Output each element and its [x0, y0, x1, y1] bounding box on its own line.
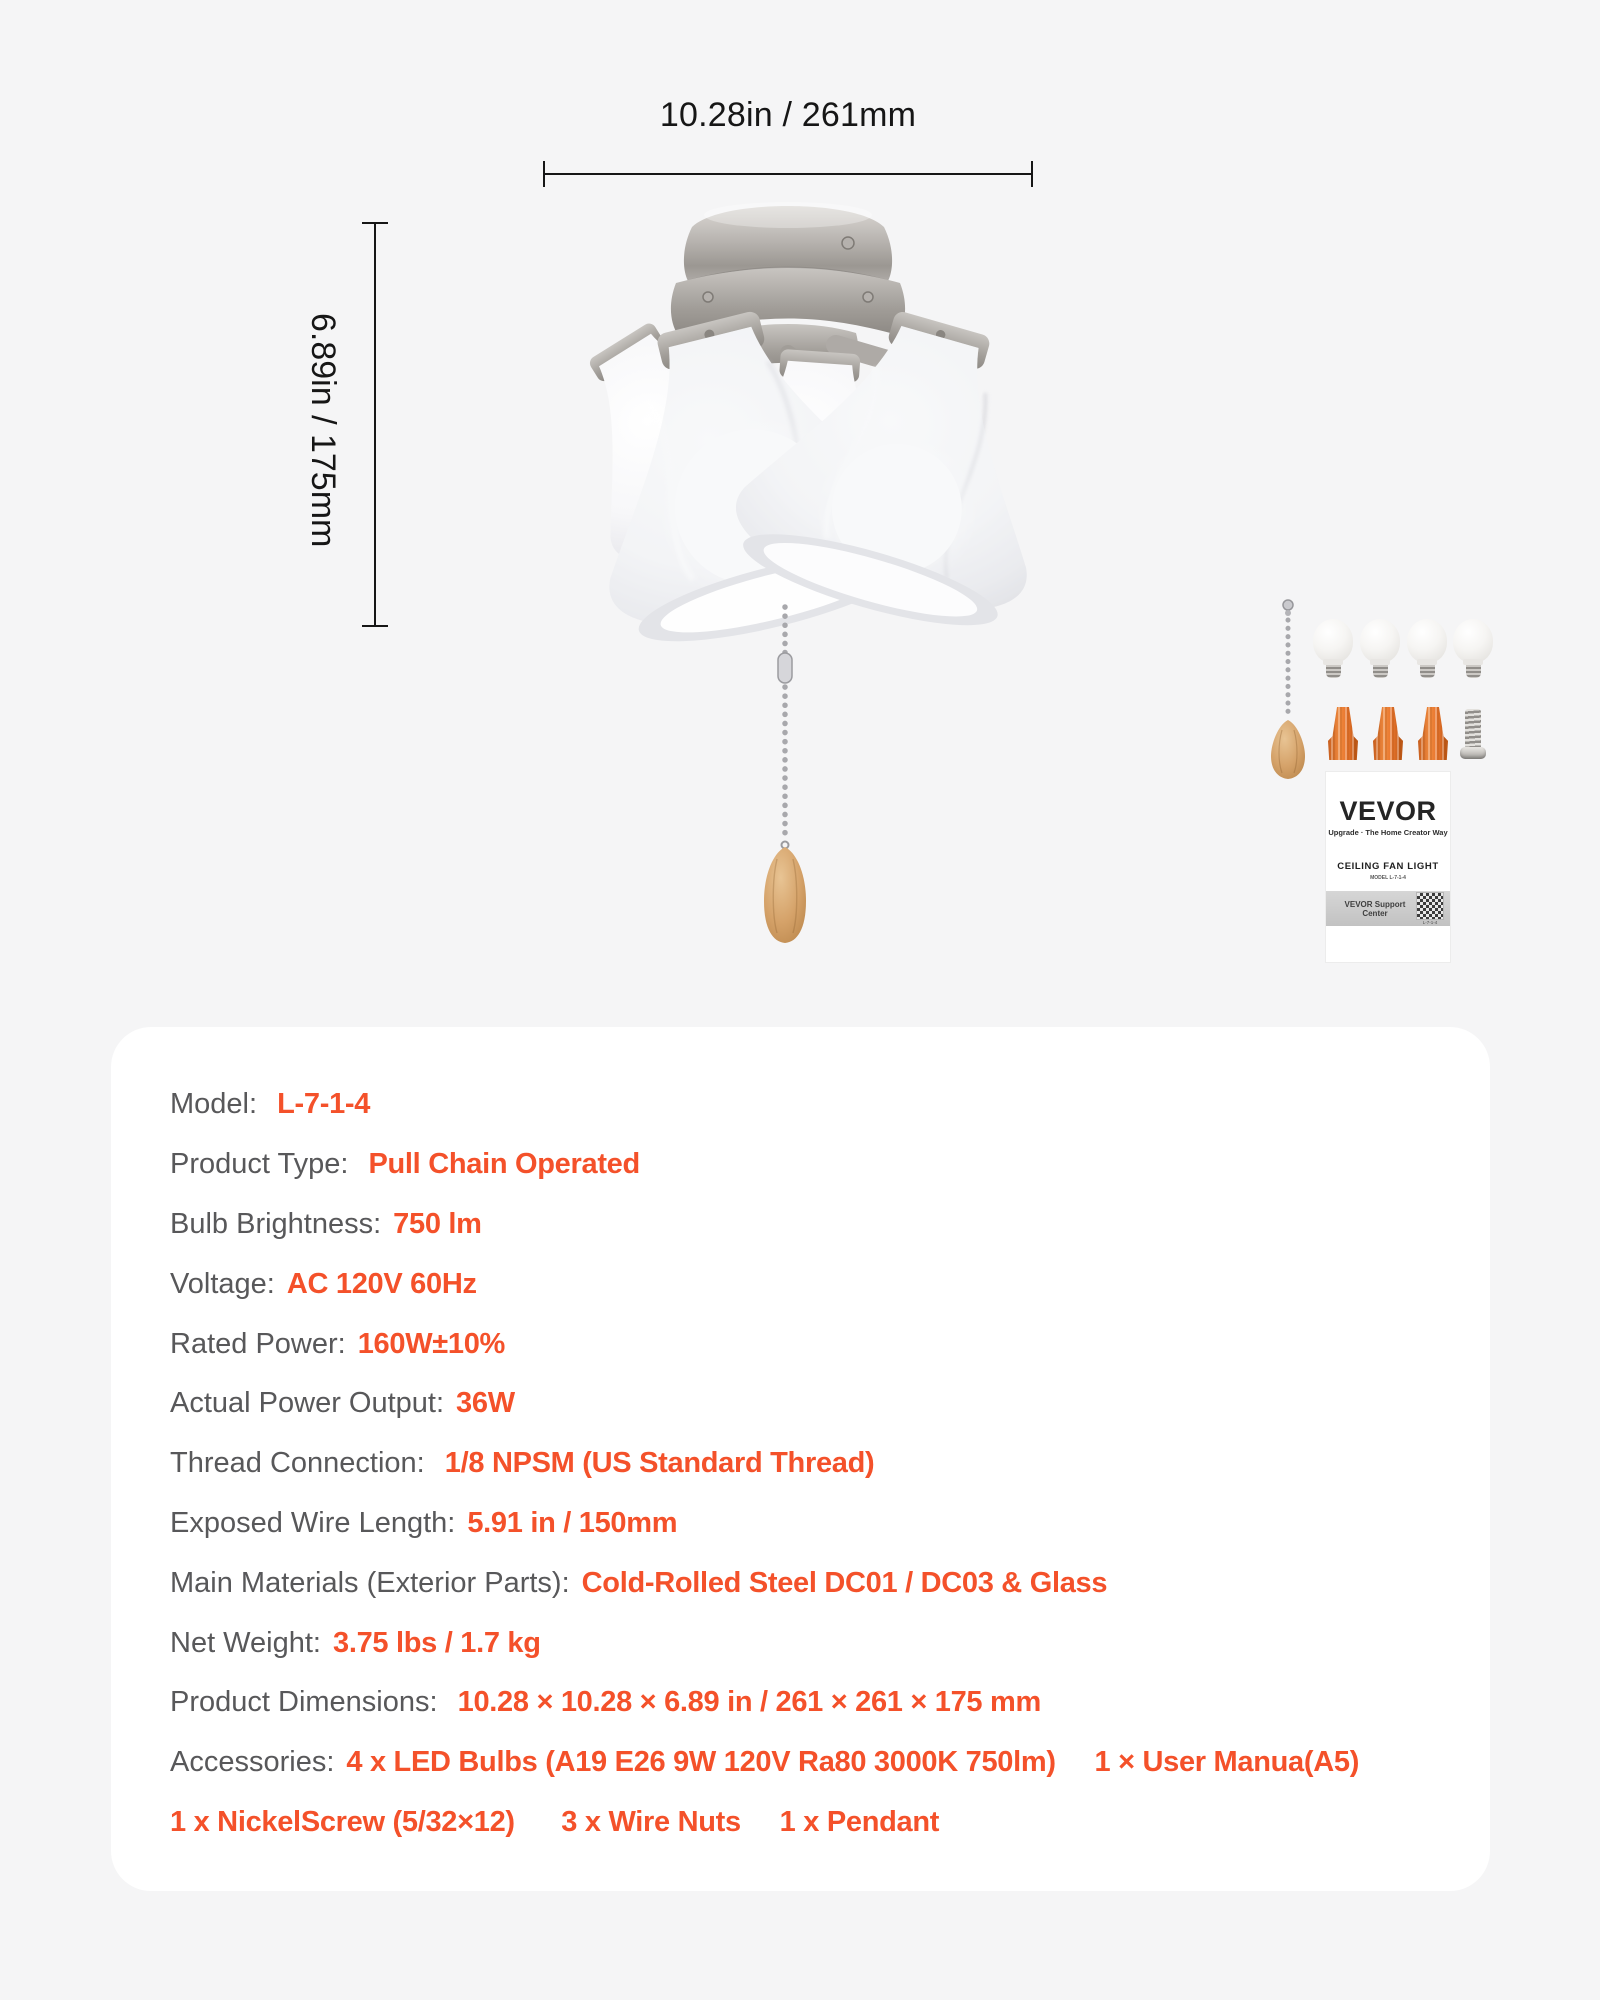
spec-value: 5.91 in / 150mm — [467, 1506, 678, 1539]
spec-row — [170, 1195, 1460, 1255]
spec-list — [111, 1027, 1490, 1852]
spec-value: 1/8 NPSM (US Standard Thread) — [444, 1447, 875, 1480]
width-dimension-label: 10.28in / 261mm — [659, 96, 917, 134]
bulb-globe — [1313, 619, 1353, 663]
spec-value: 3.75 lbs / 1.7 kg — [332, 1626, 541, 1659]
accessories-panel — [1255, 585, 1525, 980]
spec-value: L-7-1-4 — [277, 1088, 371, 1121]
manual-model: MODEL L-7-1-4 — [1370, 875, 1406, 881]
spec-label: Actual Power Output: — [170, 1387, 445, 1420]
wood-pendant — [764, 847, 806, 943]
spec-row — [170, 1075, 1460, 1135]
product-photo — [420, 185, 1180, 975]
bulb-screw-base — [1466, 665, 1481, 678]
spec-row — [170, 1673, 1460, 1733]
bulb-globe — [1407, 619, 1447, 663]
user-manual-card — [1326, 772, 1450, 962]
spec-label: Thread Connection: — [170, 1447, 433, 1480]
vevor-logo: VEVOR — [1339, 796, 1437, 826]
bulb-globe — [1453, 619, 1493, 663]
bulb-screw-base — [1326, 665, 1341, 678]
bulb-screw-base — [1420, 665, 1435, 678]
spec-row — [170, 1434, 1460, 1494]
spec-row — [170, 1613, 1460, 1673]
nickel-screw-head — [1460, 747, 1486, 759]
led-bulb — [1313, 619, 1353, 681]
spec-value: 10.28 × 10.28 × 6.89 in / 261 × 261 × 175 mm — [457, 1686, 1041, 1719]
spec-label: Voltage: — [170, 1267, 275, 1300]
spec-row — [170, 1135, 1460, 1195]
spec-card — [111, 1027, 1490, 1891]
led-bulb — [1360, 619, 1400, 681]
spec-value: AC 120V 60Hz — [286, 1267, 477, 1300]
manual-title: CEILING FAN LIGHT — [1337, 861, 1439, 872]
spec-label: Accessories: — [170, 1746, 335, 1779]
spec-value: 36W — [456, 1387, 515, 1420]
bulb-screw-base — [1373, 665, 1388, 678]
wire-nut — [1418, 707, 1448, 760]
width-dimension-line — [543, 173, 1033, 175]
bulb-globe — [1360, 619, 1400, 663]
qr-caption: L-7-1-4 — [1422, 919, 1438, 925]
spec-row — [170, 1314, 1460, 1374]
led-bulb — [1453, 619, 1493, 681]
spec-label: Main Materials (Exterior Parts): — [170, 1566, 570, 1599]
spec-row — [170, 1793, 1460, 1853]
spec-label: Product Type: — [170, 1148, 357, 1181]
pull-chain-pendant-accessory — [1263, 598, 1313, 783]
spec-row — [170, 1553, 1460, 1613]
qr-wrap — [1417, 893, 1443, 925]
spec-value: Pull Chain Operated — [368, 1148, 640, 1181]
spec-label: Exposed Wire Length: — [170, 1506, 456, 1539]
nickel-screw — [1465, 709, 1481, 749]
manual-support-text: VEVOR Support Center — [1344, 899, 1406, 918]
height-dimension-label: 6.89in / 175mm — [304, 312, 342, 548]
spec-row — [170, 1733, 1460, 1793]
wire-nut — [1328, 707, 1358, 760]
pull-chain — [764, 607, 806, 943]
spec-value: 4 x LED Bulbs (A19 E26 9W 120V Ra80 3000K 750lm) 1 × User Manua(A5) — [346, 1746, 1360, 1779]
spec-value: 750 lm — [393, 1207, 482, 1240]
height-dimension-line — [374, 222, 376, 627]
qr-code-icon — [1417, 893, 1443, 919]
spec-label: Bulb Brightness: — [170, 1207, 382, 1240]
spec-label: Model: — [170, 1088, 266, 1121]
wire-nut — [1373, 707, 1403, 760]
led-bulb — [1407, 619, 1447, 681]
spec-row — [170, 1254, 1460, 1314]
spec-value: Cold-Rolled Steel DC01 / DC03 & Glass — [581, 1566, 1108, 1599]
manual-support-bar — [1326, 891, 1450, 926]
spec-value: 160W±10% — [357, 1327, 506, 1360]
spec-label: Net Weight: — [170, 1626, 321, 1659]
spec-row — [170, 1374, 1460, 1434]
spec-row — [170, 1494, 1460, 1554]
spec-label: Product Dimensions: — [170, 1686, 446, 1719]
manual-tagline: Upgrade · The Home Creator Way — [1328, 828, 1448, 837]
spec-label: Rated Power: — [170, 1327, 346, 1360]
spec-value: 1 x NickelScrew (5/32×12) 3 x Wire Nuts 1 x Pendant — [170, 1805, 940, 1838]
